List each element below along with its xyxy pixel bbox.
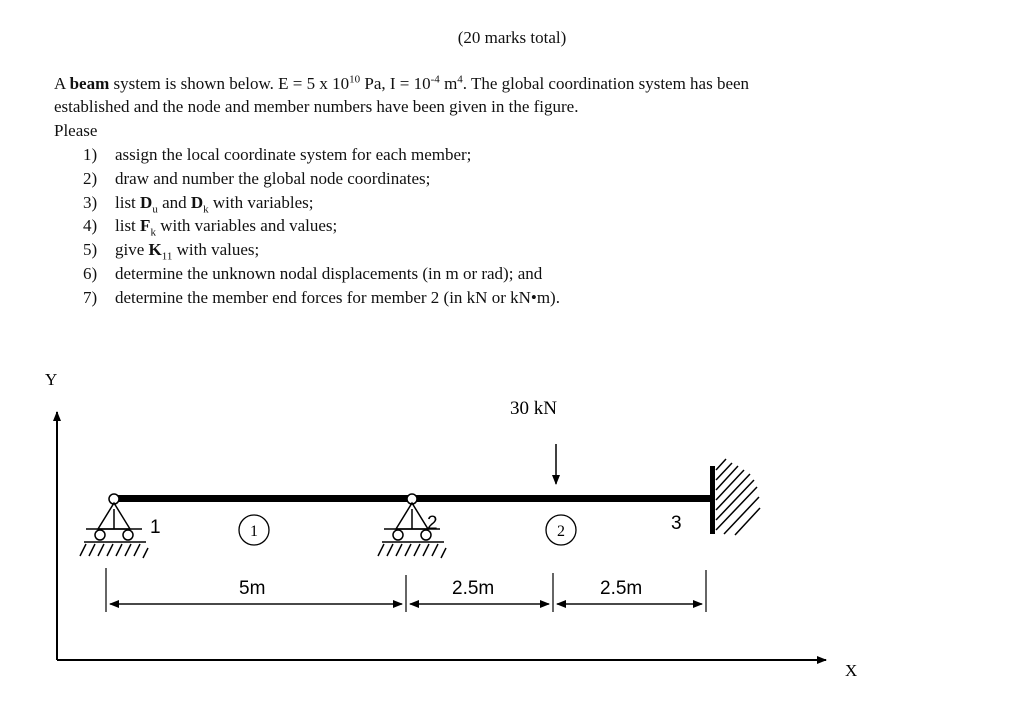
axis-x-label: X — [845, 661, 858, 680]
axis-y-label: Y — [45, 370, 58, 389]
roller-support-node-1 — [80, 494, 148, 558]
please-label: Please — [54, 121, 98, 140]
dim-5m-label: 5m — [239, 578, 266, 599]
task-2: 2) draw and number the global node coordinates; — [83, 169, 431, 188]
node-1-label: 1 — [150, 517, 161, 538]
node-2-label: 2 — [427, 513, 438, 534]
task-6: 6) determine the unknown nodal displacements (in m or rad); and — [83, 264, 543, 283]
member-2-label: 2 — [557, 523, 565, 540]
task-3: 3) list $D_u$ and $D_k$ with variables; — [83, 193, 314, 216]
task-1: 1) assign the local coordinate system for each member; — [83, 145, 472, 164]
intro-line-2: established and the node and member numbers have been given in the figure. — [54, 97, 579, 116]
task-5: 5) give $K_{11}$ with values; — [83, 240, 260, 263]
task-4: 4) list $F_k$ with variables and values; — [83, 216, 338, 239]
dim-2-5m-label-b: 2.5m — [600, 578, 643, 599]
member-1-label: 1 — [250, 523, 258, 540]
intro-line-1: A beam system is shown below. E = 5 x $10^{10}$ Pa, $I = 10^{-4}$ $m^4$. The global coordination system has been — [54, 73, 750, 93]
dim-2-5m-label-a: 2.5m — [452, 578, 495, 599]
node-3-label: 3 — [671, 513, 682, 534]
task-7: 7) determine the member end forces for member 2 (in kN or kN•m). — [83, 288, 560, 307]
marks-heading: (20 marks total) — [457, 28, 567, 47]
global-axes — [57, 412, 826, 660]
load-label: 30 kN — [510, 398, 557, 419]
fixed-support-node-3 — [710, 459, 760, 535]
